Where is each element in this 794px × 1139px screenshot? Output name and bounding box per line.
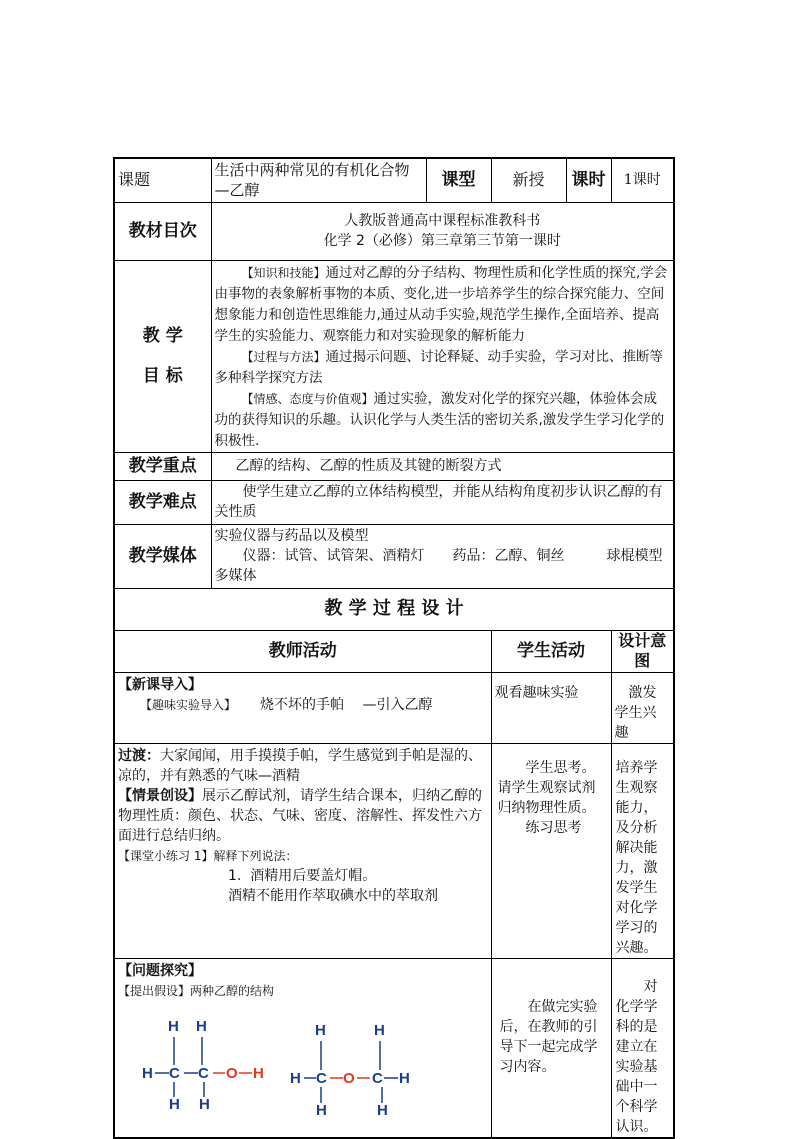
ethanol-h-top-2: H xyxy=(196,1017,207,1035)
ethanol-h-bottom-2: H xyxy=(199,1095,210,1113)
process-row-structure xyxy=(114,958,674,1138)
ethanol-h-top-1: H xyxy=(168,1017,179,1035)
ether-c-1: C xyxy=(316,1069,327,1087)
structure-intent-text: 对化学学科的是建立在实验基础中一个科学认识。 xyxy=(615,978,658,1135)
objectives-label xyxy=(114,260,211,452)
exercise-item1-num: 1. xyxy=(228,867,242,884)
properties-student2: 练习思考 xyxy=(525,819,582,836)
inquiry-tag: 【问题探究】 xyxy=(118,962,202,979)
ethanol-h-bottom-1: H xyxy=(169,1095,180,1113)
hypothesis-text: 两种乙醇的结构 xyxy=(190,983,275,998)
textbook-cell xyxy=(211,202,674,260)
col-student: 学生活动 xyxy=(491,630,611,672)
col-intent: 设计意图 xyxy=(611,630,674,672)
textbook-line2: 化学 2（必修）第三章第三节第一课时 xyxy=(323,233,561,249)
ether-h-bottom-2: H xyxy=(377,1101,388,1119)
process-title: 教 学 过 程 设 计 xyxy=(114,588,674,630)
objectives-label-1: 教 学 xyxy=(142,326,183,346)
transition-text: 大家闻闻，用手摸摸手帕，学生感觉到手帕是湿的、凉的，并有熟悉的气味—酒精 xyxy=(118,747,482,784)
emotion-tag: 【情感、态度与价值观】 xyxy=(241,391,374,406)
process-row-properties xyxy=(114,743,674,958)
difficulties-label: 教学难点 xyxy=(114,480,211,524)
type-value: 新授 xyxy=(491,158,566,202)
process-text: 通过揭示问题、讨论释疑、动手实验，学习对比、推断等多种科学探究方法 xyxy=(214,348,664,386)
hours-value: 1课时 xyxy=(611,158,674,202)
ethanol-h-left: H xyxy=(142,1064,153,1082)
media-row xyxy=(114,524,674,588)
media-cell xyxy=(211,524,674,588)
header-row xyxy=(114,158,674,202)
emotion-text: 通过实验，激发对化学的探究兴趣，体验体会成功的获得知识的乐趣。认识化学与人类生活的密切关系,激发学生学习化学的积极性. xyxy=(214,390,665,449)
hypothesis-tag: 【提出假设】 xyxy=(118,983,191,998)
exercise-text: 解释下列说法： xyxy=(213,848,298,863)
textbook-row xyxy=(114,202,674,260)
ether-h-top-1: H xyxy=(315,1021,326,1039)
objectives-label-2: 目 标 xyxy=(142,366,183,386)
structure-teacher-cell xyxy=(114,958,491,1138)
intro-student: 观看趣味实验 xyxy=(491,672,611,743)
hours-label: 课时 xyxy=(566,158,611,202)
properties-student-cell xyxy=(491,743,611,958)
knowledge-tag: 【知识和技能】 xyxy=(241,265,326,280)
scenario-tag: 【情景创设】 xyxy=(118,787,202,804)
structure-student-text: 在做完实验后，在教师的引导下一起完成学习内容。 xyxy=(499,998,598,1075)
objectives-cell xyxy=(211,260,674,452)
structural-formulas xyxy=(118,1001,488,1119)
type-label: 课型 xyxy=(426,158,491,202)
ethanol-c-1: C xyxy=(169,1064,180,1082)
ethanol-h-hydroxyl: H xyxy=(253,1064,264,1082)
intro-tag: 【新课导入】 xyxy=(118,676,202,693)
properties-intent: 培养学生观察能力，及分析解决能力，激发学生对化学学习的兴趣。 xyxy=(611,743,674,958)
process-tag: 【过程与方法】 xyxy=(241,349,326,364)
difficulties-row xyxy=(114,480,674,524)
key-points-text: 乙醇的结构、乙醇的性质及其键的断裂方式 xyxy=(211,452,674,480)
transition-tag: 过渡： xyxy=(118,747,160,764)
ether-h-bottom-1: H xyxy=(316,1101,327,1119)
exercise-tag: 【课堂小练习 1】 xyxy=(118,848,214,863)
process-header-row xyxy=(114,630,674,672)
textbook-line1: 人教版普通高中课程标准教科书 xyxy=(344,213,541,229)
intro-sub-tag: 【趣味实验导入】 xyxy=(140,697,237,712)
ether-h-left: H xyxy=(290,1069,301,1087)
topic-value: 生活中两种常见的有机化合物—乙醇 xyxy=(211,158,426,202)
ether-h-right: H xyxy=(399,1069,410,1087)
ethanol-o: O xyxy=(226,1064,238,1082)
textbook-label: 教材目次 xyxy=(114,202,211,260)
structure-student xyxy=(491,958,611,1138)
media-line2: 仪器：试管、试管架、酒精灯 药品：乙醇、铜丝 球棍模型 xyxy=(242,548,663,564)
difficulties-text: 使学生建立乙醇的立体结构模型，并能从结构角度初步认识乙醇的有关性质 xyxy=(211,480,674,524)
col-teacher: 教师活动 xyxy=(114,630,491,672)
properties-teacher-cell xyxy=(114,743,491,958)
knowledge-text: 通过对乙醇的分子结构、物理性质和化学性质的探究,学会由事物的表象解析事物的本质、变化,进一步培养学生的综合探究能力、空间想象能力和创造性思维能力,通过从动手实验,规范学生操作,全面培养、提高学生的实验能力、观察能力和对实验现象的解析能力 xyxy=(214,264,668,344)
media-line3: 多媒体 xyxy=(214,568,257,584)
structure-intent xyxy=(611,958,674,1138)
key-points-label: 教学重点 xyxy=(114,452,211,480)
scenario-text: 展示乙醇试剂，请学生结合课本，归纳乙醇的物理性质：颜色、状态、气味、密度、溶解性、挥发性六方面进行总结归纳。 xyxy=(118,787,482,844)
exercise-item1: 酒精用后要盖灯帽。 xyxy=(250,867,377,884)
intro-teacher-cell xyxy=(114,672,491,743)
intro-intent: 激发学生兴趣 xyxy=(611,672,674,743)
exercise-item2: 酒精不能用作萃取碘水中的萃取剂 xyxy=(228,887,438,904)
ether-o: O xyxy=(343,1069,355,1087)
process-row-intro xyxy=(114,672,674,743)
lesson-plan-sheet xyxy=(113,157,673,1139)
ether-c-2: C xyxy=(372,1069,383,1087)
media-label: 教学媒体 xyxy=(114,524,211,588)
intro-text: 烧不坏的手帕 —引入乙醇 xyxy=(260,696,433,713)
ether-h-top-2: H xyxy=(374,1021,385,1039)
properties-student1: 学生思考。请学生观察试剂归纳物理性质。 xyxy=(497,759,596,816)
lesson-plan-table xyxy=(113,157,675,1139)
media-line1: 实验仪器与药品以及模型 xyxy=(214,528,369,544)
objectives-row xyxy=(114,260,674,452)
topic-label: 课题 xyxy=(114,158,211,202)
key-points-row xyxy=(114,452,674,480)
ethanol-c-2: C xyxy=(198,1064,209,1082)
process-title-row xyxy=(114,588,674,630)
